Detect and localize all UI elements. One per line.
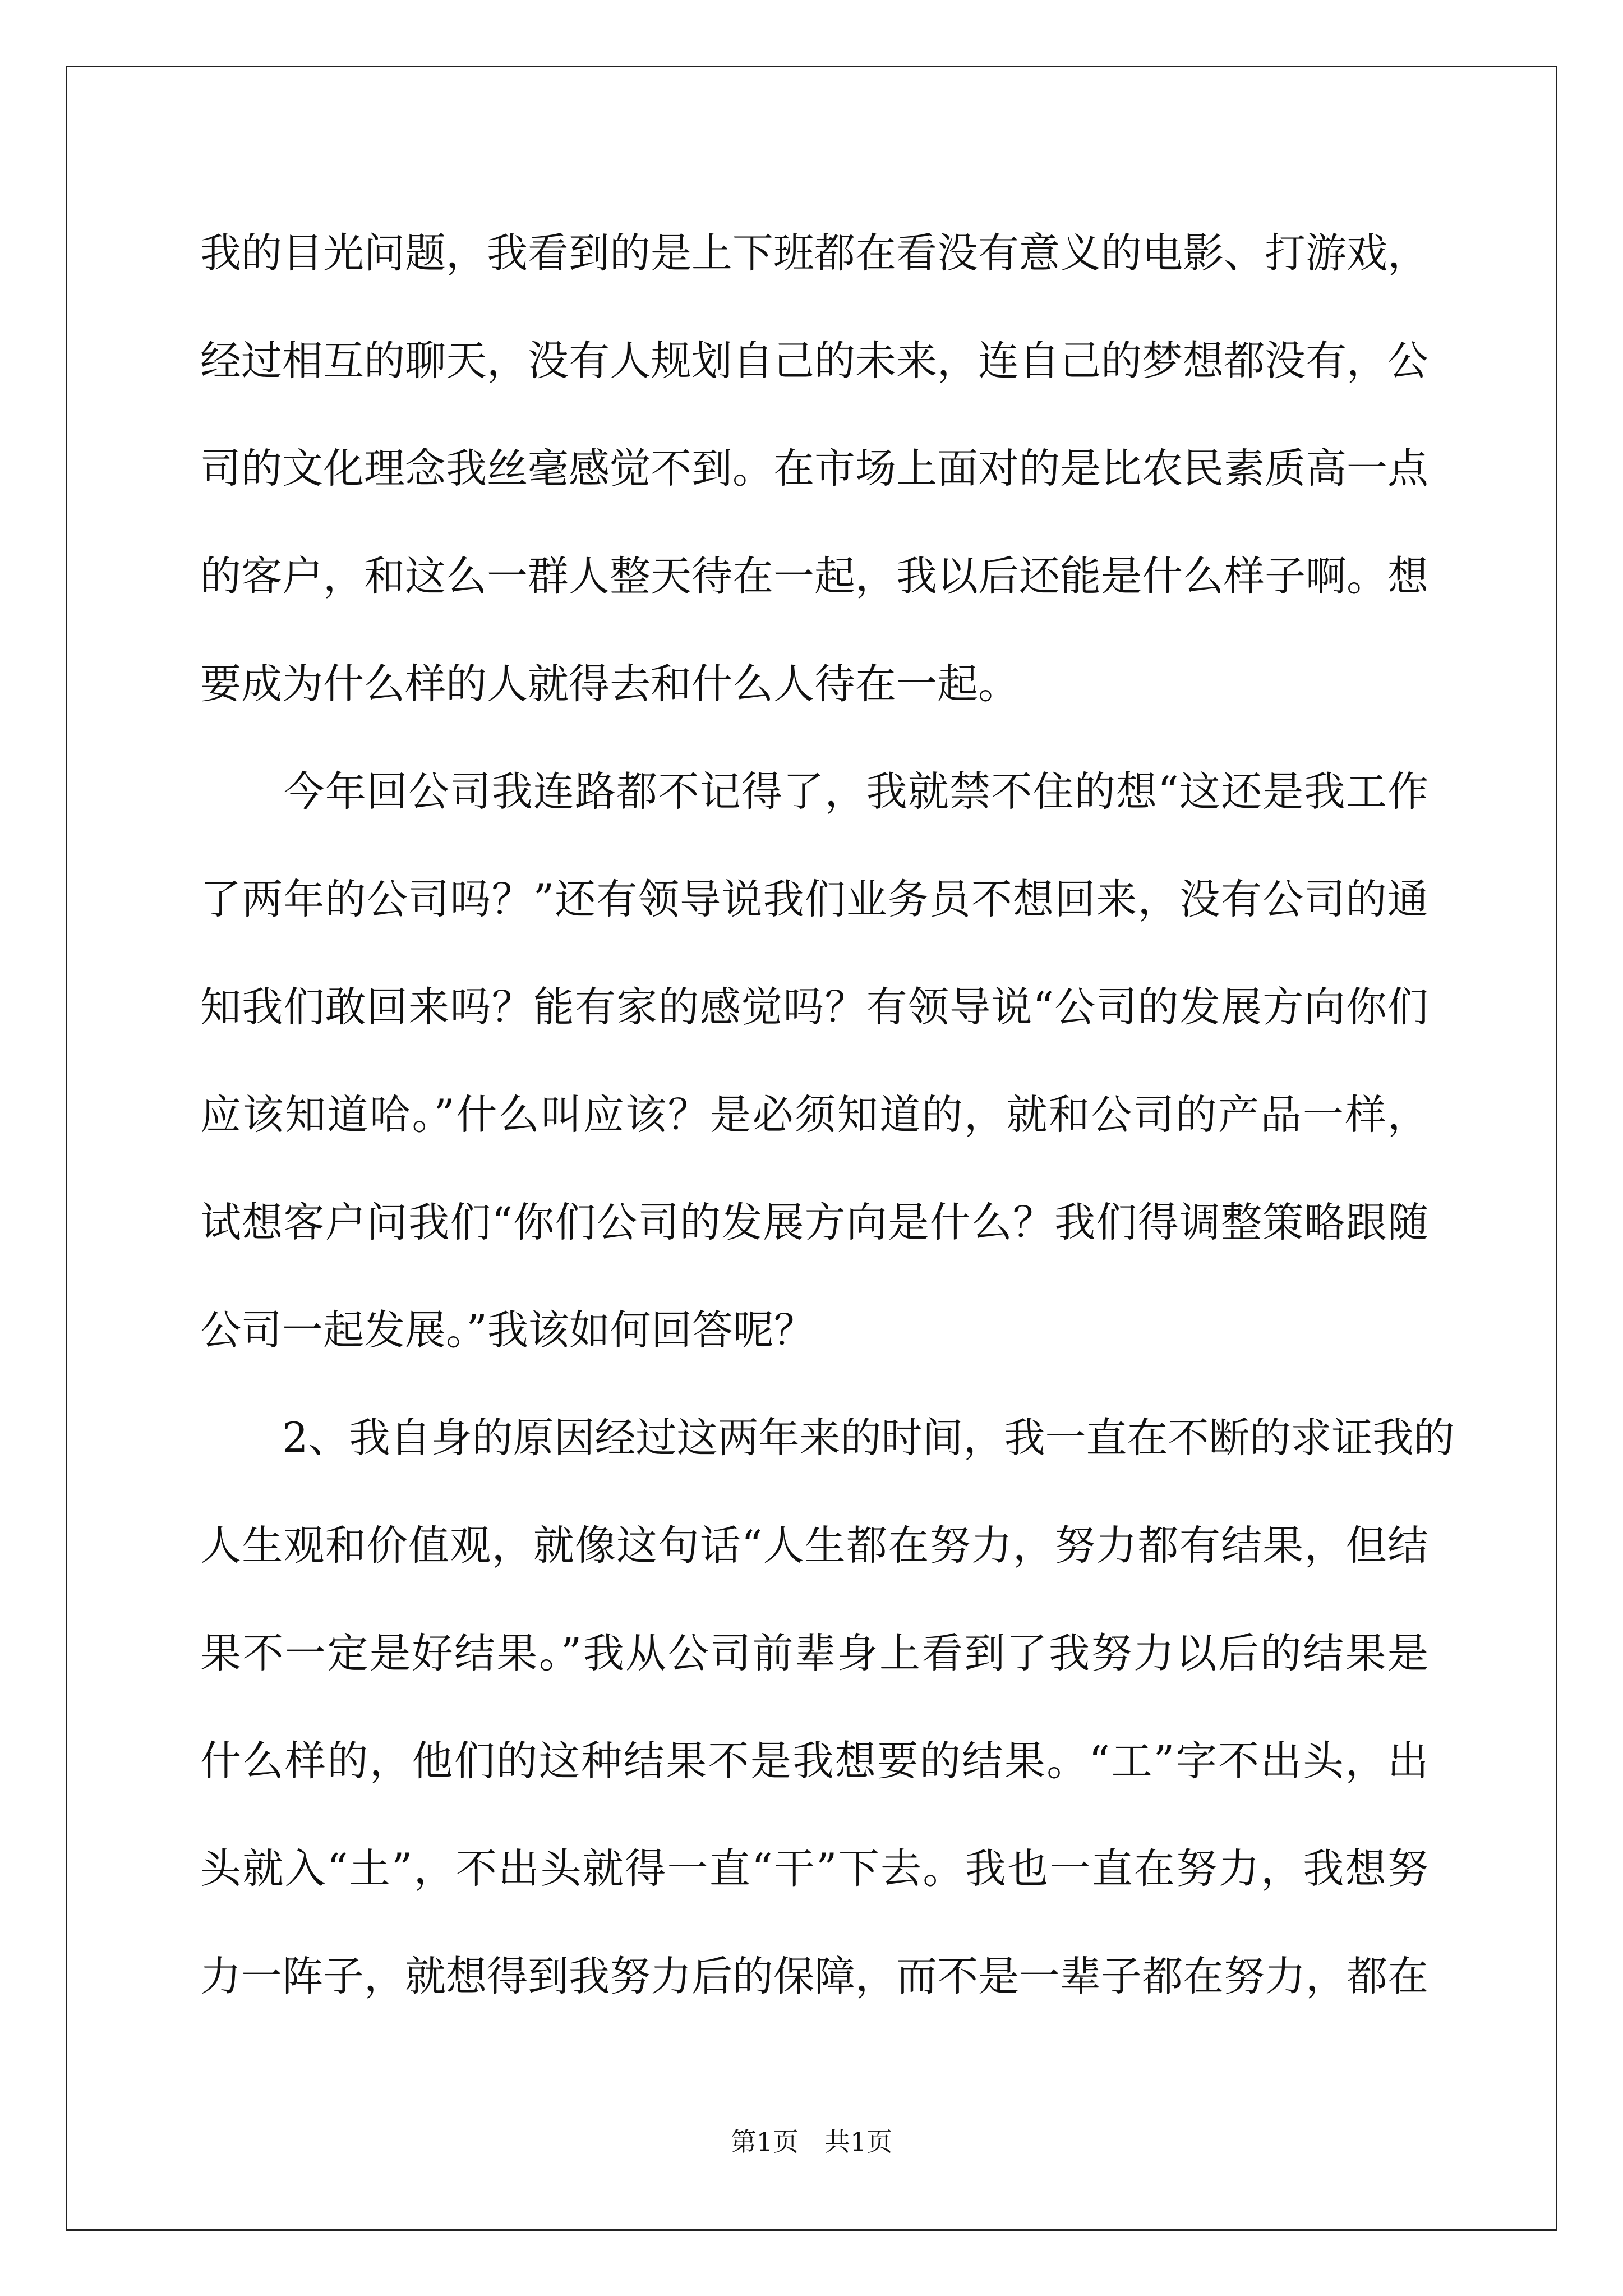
text-line: 知我们敢回来吗？能有家的感觉吗？有领导说“公司的发展方向你们 [200,983,1428,1031]
text-line: 试想客户问我们“你们公司的发展方向是什么？我们得调整策略跟随 [200,1199,1428,1246]
text-line: 司的文化理念我丝毫感觉不到。在市场上面对的是比农民素质高一点 [200,445,1428,493]
text-line: 公司一起发展。”我该如何回答呢？ [200,1306,815,1354]
text-line: 什么样的，他们的这种结果不是我想要的结果。“工”字不出头，出 [200,1737,1428,1785]
text-line: 2、我自身的原因经过这两年来的时间，我一直在不断的求证我的 [200,1414,1455,1462]
text-line: 果不一定是好结果。”我从公司前辈身上看到了我努力以后的结果是 [200,1630,1428,1677]
text-line: 了两年的公司吗？”还有领导说我们业务员不想回来，没有公司的通 [200,876,1428,923]
text-line: 力一阵子，就想得到我努力后的保障，而不是一辈子都在努力，都在 [200,1953,1428,2000]
text-line: 经过相互的聊天，没有人规划自己的未来，连自己的梦想都没有，公 [200,337,1428,385]
text-line: 人生观和价值观，就像这句话“人生都在努力，努力都有结果，但结 [200,1522,1428,1570]
page-footer: 第1页 共1页 [730,2127,893,2157]
text-line: 头就入“土”，不出头就得一直“干”下去。我也一直在努力，我想努 [200,1845,1428,1893]
text-line: 我的目光问题，我看到的是上下班都在看没有意义的电影、打游戏， [200,229,1428,277]
text-line: 要成为什么样的人就得去和什么人待在一起。 [200,660,1019,708]
text-line: 今年回公司我连路都不记得了，我就禁不住的想“这还是我工作 [200,768,1428,816]
text-line: 的客户，和这么一群人整天待在一起，我以后还能是什么样子啊。想 [200,553,1428,600]
text-line: 应该知道哈。”什么叫应该？是必须知道的，就和公司的产品一样， [200,1091,1428,1139]
document-body [200,220,1455,2051]
